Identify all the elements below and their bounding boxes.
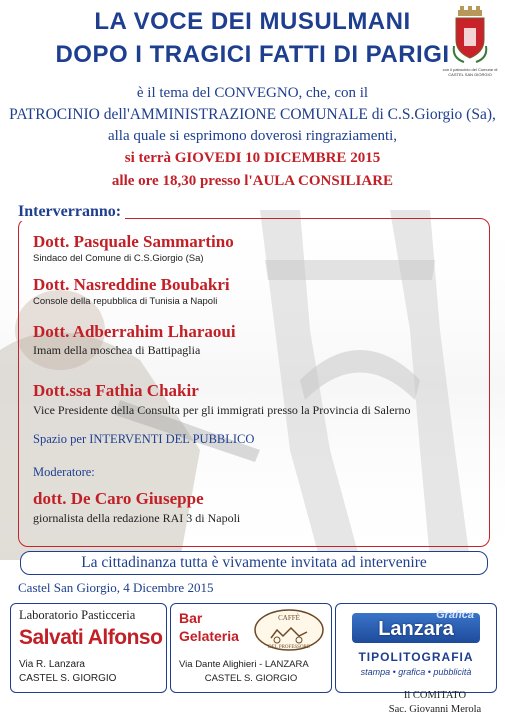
event-time-place: alle ore 18,30 presso l'AULA CONSILIARE — [111, 173, 394, 189]
logo-name: Lanzara — [378, 618, 454, 640]
event-date: si terrà GIOVEDI 10 DICEMBRE 2015 — [124, 150, 381, 166]
intro-line-1: è il tema del CONVEGNO, che, con il — [136, 85, 369, 101]
speaker-name: Dott. Adberrahim Lharaoui — [33, 322, 236, 341]
sponsor-pasticceria — [10, 603, 167, 693]
sponsor-town: CASTEL S. GIORGIO — [19, 673, 117, 684]
speakers-heading: Interverranno: — [18, 203, 125, 221]
sponsor-tagline: stampa • grafica • pubblicità — [360, 667, 472, 677]
logo-text-bottom: DEL PROFESSORE — [268, 645, 310, 650]
sponsor-address: Via R. Lanzara — [19, 659, 85, 670]
sponsor-type: Laboratorio Pasticceria — [19, 608, 136, 622]
sponsor-tipolitografia — [335, 603, 497, 693]
speaker-name: Dott. Nasreddine Boubakri — [33, 275, 230, 294]
moderator-label: Moderatore: — [33, 465, 95, 479]
sponsor-address: Via Dante Alighieri - LANZARA — [179, 659, 309, 670]
logo-text-top: CAFFÈ — [278, 614, 300, 622]
speaker-role: Vice Presidente della Consulta per gli immigrati presso la Provincia di Salerno — [33, 403, 411, 417]
speaker-name: Dott. Pasquale Sammartino — [33, 232, 234, 251]
speaker-role: Sindaco del Comune di C.S.Giorgio (Sa) — [33, 253, 204, 264]
sponsor-bar-gelateria — [170, 603, 332, 693]
speaker-name: Dott.ssa Fathia Chakir — [33, 381, 199, 400]
caffe-del-professore-logo — [253, 608, 325, 652]
moderator-name: dott. De Caro Giuseppe — [33, 489, 204, 508]
sponsor-name: Salvati Alfonso — [19, 626, 163, 649]
lanzara-logo — [352, 609, 480, 643]
moderator-role: giornalista della redazione RAI 3 di Napoli — [33, 511, 241, 525]
sponsor-type: Bar — [179, 610, 203, 626]
speaker-role: Imam della moschea di Battipaglia — [33, 343, 201, 357]
sponsor-town: CASTEL S. GIORGIO — [204, 673, 298, 684]
public-interventions: Spazio per INTERVENTI DEL PUBBLICO — [33, 432, 255, 446]
title-line-2: DOPO I TRAGICI FATTI DI PARIGI — [55, 41, 450, 68]
speaker-role: Console della repubblica di Tunisia a Napoli — [33, 296, 218, 307]
title-line-1: LA VOCE DEI MUSULMANI — [94, 8, 411, 35]
sponsor-type: TIPOLITOGRAFIA — [358, 650, 474, 664]
place-date: Castel San Giorgio, 4 Dicembre 2015 — [18, 580, 214, 595]
municipal-crest-icon — [450, 6, 490, 66]
sponsor-type-2: Gelateria — [179, 628, 239, 644]
intro-line-3: alla quale si esprimono doverosi ringraziamenti, — [107, 128, 398, 144]
crest-caption: con il patrocinio del Comune di CASTEL SAN GIORGIO — [442, 67, 498, 77]
intro-line-2: PATROCINIO dell'AMMINISTRAZIONE COMUNALE di C.S.Giorgio (Sa), — [9, 106, 496, 123]
logo-grafica: Grafica — [436, 609, 474, 621]
committee-signatory: Sac. Giovanni Merola — [388, 704, 482, 715]
committee-label: Il COMITATO — [403, 690, 467, 701]
invitation-banner: La cittadinanza tutta è vivamente invitata ad intervenire — [20, 551, 488, 575]
